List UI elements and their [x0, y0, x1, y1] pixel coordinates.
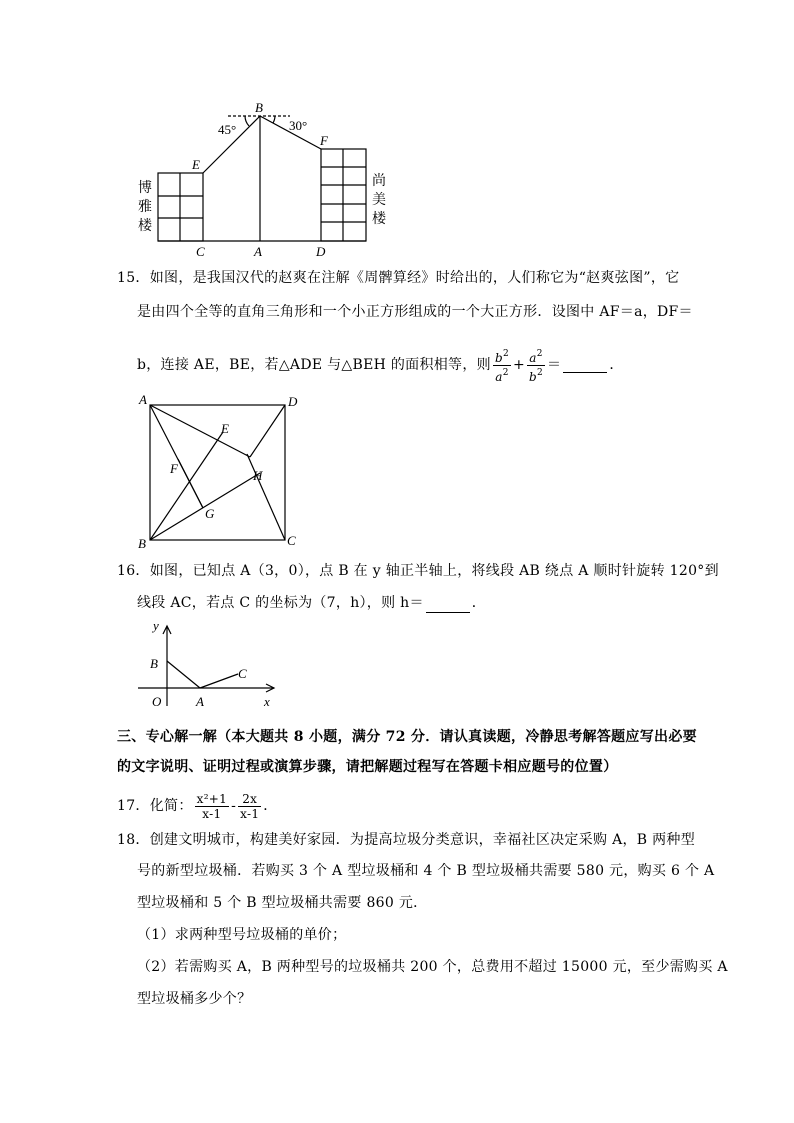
fig2-C-label: C: [287, 533, 296, 548]
q16-line2-text: 线段 AC，若点 C 的坐标为（7，h），则 h＝: [137, 595, 424, 611]
fig3-O-label: O: [152, 694, 162, 709]
q15-plus: +: [512, 357, 526, 373]
fig2-E-label: E: [221, 421, 229, 436]
q17-frac2-num: 2x: [238, 792, 261, 807]
q15-number: 15．: [117, 270, 150, 286]
point-E-label: E: [192, 157, 200, 172]
q18-sub2-line2: 型垃圾桶多少个？: [137, 991, 252, 1007]
point-C-label: C: [196, 244, 205, 259]
line-BE: [150, 432, 223, 540]
fig2-D-label: D: [288, 394, 298, 409]
section3-line1: 三、专心解一解（本大题共 8 小题，满分 72 分．请认真读题，冷静思考解答题应写出必要: [117, 729, 697, 745]
fig2-B-label: B: [138, 536, 146, 551]
right-building-char-3: 楼: [372, 212, 386, 227]
point-B-label: B: [255, 100, 263, 115]
left-building-char-3: 楼: [138, 219, 152, 234]
figure-buildings: [130, 95, 400, 265]
q15-frac1-den: a: [495, 369, 503, 384]
q18-line2: 号的新型垃圾桶．若购买 3 个 A 型垃圾桶和 4 个 B 型垃圾桶共需要 580 元，购买 6 个 A: [137, 863, 715, 879]
q15-answer-blank[interactable]: [563, 358, 607, 373]
line-CE: [247, 454, 285, 540]
q15-frac2-den-exp: 2: [537, 367, 544, 378]
q17-fraction-2: [238, 792, 261, 821]
q18-line1-text: 创建文明城市，构建美好家园．为提高垃圾分类意识，幸福社区决定采购 A，B 两种型: [149, 832, 696, 848]
fig2-G-label: G: [205, 506, 215, 521]
q15-fraction-2: [527, 347, 545, 384]
q15-frac1-num: b: [494, 350, 503, 365]
q15-frac1-den-exp: 2: [502, 367, 509, 378]
figure-zhao-shuang: [135, 392, 305, 552]
line-DE: [250, 405, 285, 457]
left-building-char-1: 博: [138, 181, 152, 196]
q17-text: 化简：: [149, 798, 193, 814]
q16-number: 16．: [117, 563, 150, 579]
segment-AC: [200, 674, 238, 688]
fig2-F-label: F: [170, 461, 178, 476]
q17-frac1-den: x-1: [202, 806, 222, 821]
fig3-C-label: C: [238, 666, 247, 681]
point-F-label: F: [320, 133, 328, 148]
q18-line1: [117, 830, 695, 850]
q15-frac2-num-exp: 2: [536, 348, 543, 359]
q17-minus: -: [231, 798, 237, 814]
line-AE: [150, 405, 250, 457]
fig3-B-label: B: [150, 656, 158, 671]
q15-frac2-num: a: [529, 350, 537, 365]
q15-line1-text: 如图，是我国汉代的赵爽在注解《周髀算经》时给出的，人们称它为“赵爽弦图”，它: [149, 270, 680, 286]
right-building-char-1: 尚: [372, 174, 386, 189]
fig3-A-label: A: [196, 694, 204, 709]
q17-end: ．: [263, 798, 278, 814]
fig2-A-label: A: [139, 392, 147, 407]
q15-end: ．: [609, 357, 624, 373]
q16-line1-text: 如图，已知点 A（3，0），点 B 在 y 轴正半轴上，将线段 AB 绕点 A 顺时针旋转 120°到: [149, 563, 719, 579]
q15-line3-text: b，连接 AE，BE，若△ADE 与△BEH 的面积相等，则: [137, 357, 491, 373]
q15-line2: 是由四个全等的直角三角形和一个小正方形组成的一个大正方形．设图中 AF＝a，DF＝: [137, 304, 693, 320]
section3-line2: 的文字说明、证明过程或演算步骤，请把解题过程写在答题卡相应题号的位置）: [117, 759, 618, 775]
right-building-char-2: 美: [372, 193, 386, 208]
fig2-H-label: H: [253, 468, 263, 483]
q17-frac2-den: x-1: [240, 806, 260, 821]
q15-line3: [137, 345, 624, 385]
q18-sub1: （1）求两种型号垃圾桶的单价；: [137, 927, 347, 943]
q16-line1: [117, 561, 719, 581]
left-building-char-2: 雅: [138, 200, 152, 215]
q18-line3: 型垃圾桶和 5 个 B 型垃圾桶共需要 860 元．: [137, 895, 428, 911]
q16-line2: [137, 593, 486, 613]
q15-line1: [117, 268, 679, 288]
q15-frac1-num-exp: 2: [502, 348, 509, 359]
q18-number: 18．: [117, 832, 150, 848]
q16-end: ．: [471, 595, 487, 611]
point-D-label: D: [316, 244, 326, 259]
q16-answer-blank[interactable]: [426, 598, 470, 613]
q15-frac2-den: b: [529, 369, 537, 384]
q15-equals: ＝: [547, 357, 562, 373]
angle-30-label: 30°: [289, 118, 308, 133]
segment-AB: [167, 661, 200, 688]
point-A-label: A: [254, 244, 262, 259]
angle-45-label: 45°: [218, 122, 237, 137]
q17-fraction-1: [195, 792, 229, 821]
x-axis-label: x: [264, 694, 270, 709]
y-axis-label: y: [153, 618, 159, 633]
q17: [117, 786, 278, 826]
q17-frac1-num: x²+1: [196, 791, 228, 806]
angle-arc-left: [245, 116, 249, 126]
figure-coordinate: [138, 616, 288, 712]
angle-arc-right: [273, 116, 275, 123]
q17-number: 17．: [117, 798, 150, 814]
q15-fraction-1: [493, 347, 511, 384]
q18-sub2-line1: （2）若需购买 A，B 两种型号的垃圾桶共 200 个，总费用不超过 15000 元，至少需购买 A: [137, 959, 728, 975]
